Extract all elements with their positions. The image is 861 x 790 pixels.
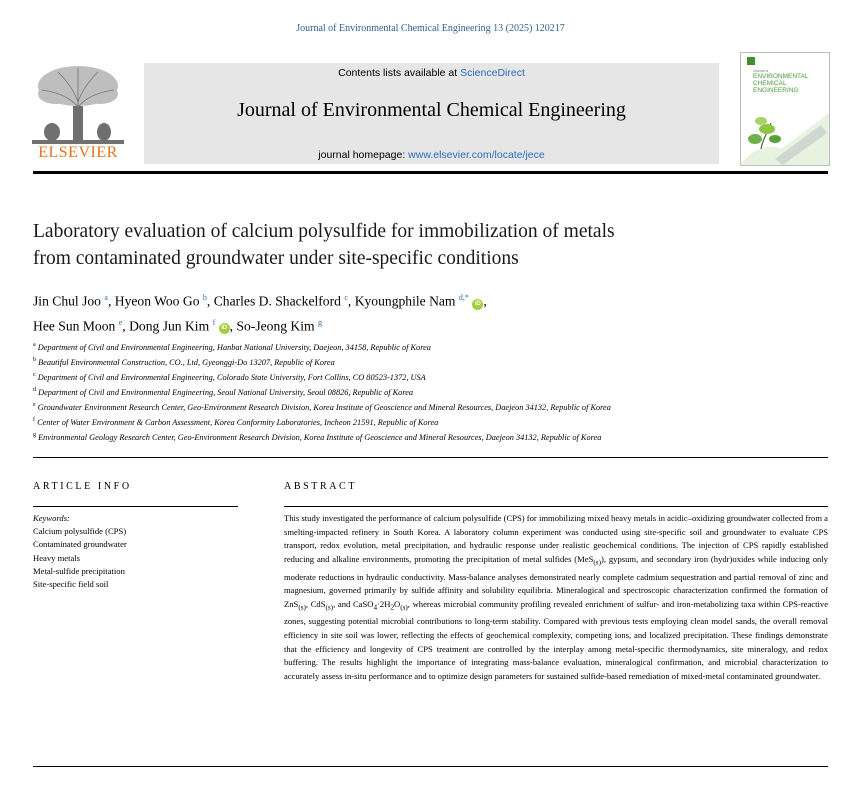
header-rule — [33, 171, 828, 174]
author-name[interactable]: Jin Chul Joo — [33, 293, 101, 309]
abstract-segment: , and CaSO — [333, 598, 374, 609]
article-info-rule — [33, 506, 238, 507]
affiliation-text: Environmental Geology Research Center, Geo-Environment Research Division, Korea Institute of Geoscience and Mineral Resources, Daejeon 34132, Republic of Korea — [38, 433, 602, 443]
title-line-1: Laboratory evaluation of calcium polysulfide for immobilization of metals — [33, 221, 615, 242]
abstract-heading: ABSTRACT — [284, 481, 358, 492]
author-line-2: Hee Sun Moon $^e$, Dong Jun Kim $^f$ iD , So-Jeong Kim $^g$ — [33, 317, 323, 334]
abstract-rule — [284, 506, 828, 507]
journal-title[interactable]: Journal of Environmental Chemical Engineering — [237, 99, 626, 121]
abstract-segment: ), gypsum, and secondary iron (hydr)oxides while inducing only moderate reductions in hydraulic conductivity. Mass-balance analyses demonstrated nearly complete cadmium sequestration and partial removal of zinc and magnesium, governed primarily by sulfide affinity and solubility equilibria. Mineralogical and spectroscopic characterization confirmed the formation of ZnS — [284, 554, 828, 609]
keyword-item[interactable]: Heavy metals — [33, 552, 81, 563]
keyword-item[interactable]: Contaminated groundwater — [33, 539, 127, 550]
journal-banner — [144, 63, 719, 164]
affiliation-item — [33, 384, 733, 399]
author-affil-mark[interactable]: c — [344, 293, 348, 302]
keyword-item[interactable]: Calcium polysulfide (CPS) — [33, 526, 127, 537]
affiliation-item — [33, 414, 733, 429]
abstract-subscript: (s) — [593, 558, 601, 567]
affiliation-text: Beautiful Environmental Construction, CO., Ltd, Gyeonggi-Do 13207, Republic of Korea — [38, 357, 335, 367]
publisher-name: ELSEVIER — [38, 144, 118, 161]
abstract-segment: This study investigated the performance of calcium polysulfide (CPS) for immobilizing mixed heavy metals in acidic–oxidizing groundwater collected from a smelting-impacted refinery in South Korea. A laboratory column experiment was conducted using site-specific soil and groundwater to evaluate CPS transport, redox evolution, metal precipitation, and hydraulic response under realistic geochemical conditions. The injection of CPS rapidly established reducing and alkaline environments, promoting the precipitation of metal sulfides (MeS — [284, 513, 828, 565]
cover-line-3: ENGINEERING — [753, 87, 799, 94]
author-name[interactable]: Hyeon Woo Go — [114, 293, 200, 309]
affiliation-item — [33, 339, 733, 354]
affiliation-item — [33, 429, 733, 444]
author-line-1: Jin Chul Joo $^a$, Hyeon Woo Go $^b$, Charles D. Shackelford $^c$, Kyoungphile Nam $^{d,*}$ iD , — [33, 293, 487, 309]
footer-rule — [33, 766, 828, 767]
keyword-item[interactable]: Metal-sulfide precipitation — [33, 565, 125, 576]
author-name[interactable]: Charles D. Shackelford — [213, 293, 341, 309]
author-name[interactable]: Dong Jun Kim — [129, 318, 210, 334]
abstract-subscript: 4 — [373, 603, 378, 612]
affiliation-mark: d — [33, 387, 36, 394]
affiliation-item — [33, 354, 733, 369]
journal-cover[interactable] — [740, 52, 830, 166]
affiliation-item — [33, 399, 733, 414]
affiliation-mark: b — [33, 357, 36, 364]
cover-line-2: CHEMICAL — [753, 80, 787, 87]
author-list — [33, 287, 753, 336]
abstract-segment: ·2H — [377, 598, 391, 609]
author-affil-mark[interactable]: f — [212, 317, 216, 327]
author-affil-mark[interactable]: a — [104, 293, 108, 302]
author-name[interactable]: Kyoungphile Nam — [354, 293, 456, 309]
affiliation-mark: f — [33, 417, 35, 424]
author-affil-mark[interactable]: b — [202, 293, 207, 302]
affiliation-item — [33, 369, 733, 384]
contents-prefix: Contents lists available at — [338, 67, 461, 79]
affiliation-text: Groundwater Environment Research Center, Geo-Environment Research Division, Korea Institute of Geoscience and Mineral Resources, Daejeon 34132, Republic of Korea — [37, 403, 611, 413]
abstract-segment: , whereas microbial community profiling revealed enrichment of sulfur- and iron-metabolizing taxa within CPS-reactive zones, suggesting potential microbial contributions to long-term stability. Compared with previous tests employing clean model sands, the overall removal efficiency in site soil was lower, reflecting the effects of geochemical complexity, competing ions, and localized precipitation. These findings demonstrate that the efficiency and longevity of CPS treatment are controlled by the interplay among metal-specific thermodynamics, site mineralogy, and redox buffering. The results highlight the importance of integrating mass-balance evaluation, mineralogical confirmation, and microbial characterization to accurately assess in-situ performance and to optimize design parameters for sustained sulfide-based remediation of mixed-metal contaminated groundwater. — [284, 598, 829, 682]
homepage-link[interactable]: www.elsevier.com/locate/jece — [408, 149, 545, 161]
title-line-2: from contaminated groundwater under site-specific conditions — [33, 248, 519, 269]
abstract-text — [284, 512, 828, 684]
contents-line — [144, 67, 719, 79]
elsevier-tree-icon — [32, 62, 124, 144]
elsevier-logo[interactable] — [32, 62, 124, 166]
affiliation-mark: g — [33, 432, 36, 439]
affiliation-text: Department of Civil and Environmental Engineering, Hanbat National University, Daejeon, 34158, Republic of Korea — [37, 342, 431, 352]
journal-citation: Journal of Environmental Chemical Engineering 13 (2025) 120217 — [296, 23, 565, 34]
cover-plant-icon — [741, 53, 829, 165]
section-divider — [33, 457, 828, 458]
cover-small-text: Journal of — [753, 69, 769, 73]
homepage-line — [144, 149, 719, 161]
affiliation-mark: a — [33, 342, 36, 348]
affiliation-list — [33, 339, 733, 444]
orcid-icon[interactable]: iD — [219, 323, 230, 334]
abstract-subscript: (s) — [400, 603, 408, 612]
affiliation-mark: e — [33, 402, 36, 409]
sciencedirect-link[interactable]: ScienceDirect — [460, 67, 525, 79]
abstract-segment: , CdS — [305, 598, 326, 609]
homepage-prefix: journal homepage: — [318, 149, 409, 161]
affiliation-mark: c — [33, 372, 36, 379]
orcid-icon[interactable]: iD — [472, 299, 483, 310]
abstract-subscript: 2 — [390, 603, 395, 612]
author-affil-mark[interactable]: d,* — [458, 293, 469, 302]
affiliation-text: Center of Water Environment & Carbon Assessment, Korea Conformity Laboratories, Incheon 21591, Republic of Korea — [37, 418, 439, 428]
keywords-label: Keywords: — [33, 513, 70, 523]
affiliation-text: Department of Civil and Environmental Engineering, Seoul National University, Seoul 08826, Republic of Korea — [38, 387, 414, 397]
article-title — [33, 218, 753, 272]
author-name[interactable]: So-Jeong Kim — [236, 318, 315, 334]
keywords-block — [33, 512, 238, 591]
abstract-subscript: (s) — [298, 603, 306, 612]
affiliation-text: Department of Civil and Environmental Engineering, Colorado State University, Fort Collins, CO 80523-1372, USA — [37, 372, 426, 382]
author-name[interactable]: Hee Sun Moon — [33, 318, 116, 334]
article-info-heading: ARTICLE INFO — [33, 481, 132, 492]
author-affil-mark[interactable]: g — [318, 317, 323, 327]
abstract-subscript: (s) — [325, 603, 334, 612]
keyword-item[interactable]: Site-specific field soil — [33, 579, 109, 590]
cover-line-1: ENVIRONMENTAL — [753, 73, 809, 80]
author-affil-mark[interactable]: e — [118, 317, 123, 327]
abstract-segment: O — [394, 598, 401, 609]
